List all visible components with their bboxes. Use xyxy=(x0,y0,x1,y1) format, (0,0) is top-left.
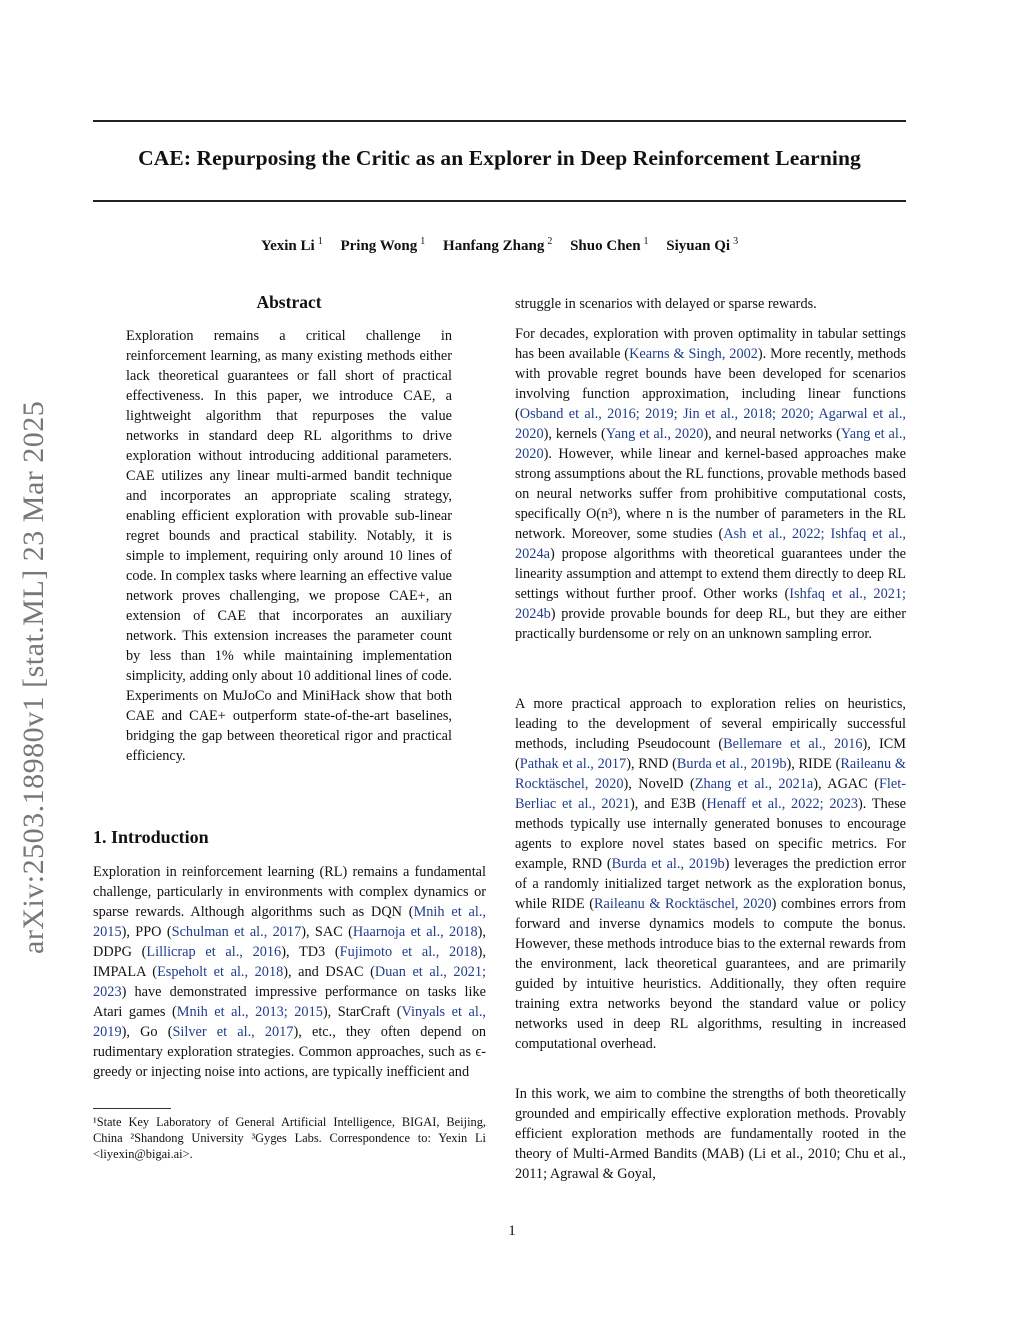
citation-link[interactable]: Burda et al., 2019b xyxy=(611,856,725,872)
citation-link[interactable]: Zhang et al., 2021a xyxy=(694,776,814,792)
citation-link[interactable]: Lillicrap et al., 2016 xyxy=(146,944,282,960)
paper-title: CAE: Repurposing the Critic as an Explorer in Deep Reinforcement Learning xyxy=(138,146,861,170)
paragraph-text: A more practical approach to exploration relies on heuristics, leading to the development of several empirically successful methods, including Pseudocount (Bellemare et al., 2016), ICM (Pathak et al., 2017), RND (Burda et al., 2019b), RIDE (Raileanu & Rocktäschel, 2020), NovelD (Zhang et al., 2021a), AGAC (Flet-Berliac et al., 2021), and E3B (Henaff et al., 2022; 2023). These methods typically use internally generated bonuses to encourage agents to explore novel states based on specific metrics. For example, RND (Burda et al., 2019b) leverages the prediction error of a randomly initialized target network as the exploration bonus, while RIDE (Raileanu & Rocktäschel, 2020) combines errors from forward and inverse dynamics models to compute the bonus. However, these methods introduce bias to the external rewards from the environment, lack theoretical guarantees, and are primarily guided by intuitive heuristics. Additionally, they often require training extra networks beyond the standard value or policy networks used in deep RL algorithms, resulting in increased computational overhead. xyxy=(515,696,907,1052)
citation-link[interactable]: Silver et al., 2017 xyxy=(172,1024,294,1040)
citation-link[interactable]: Pathak et al., 2017 xyxy=(519,756,627,772)
abstract-text: Exploration remains a critical challenge in reinforcement learning, as many existing methods either lack theoretical guarantees or fall short of practical effectiveness. In this paper, we introduce CAE, a lightweight algorithm that repurposes the value networks in standard deep RL algorithms to drive exploration without introducing additional parameters. CAE utilizes any linear multi-armed bandit technique and incorporates an appropriate scaling strategy, enabling efficient exploration with provable sub-linear regret bounds and practical stability. Notably, it is simple to implement, requiring only around 10 lines of code. In complex tasks where learning an effective value network proves challenging, we propose CAE+, an extension of CAE that incorporates an auxiliary network. This extension increases the parameter count by less than 1% while maintaining implementation simplicity, adding only about 10 additional lines of code. Experiments on MuJoCo and MiniHack show that both CAE and CAE+ outperform state-of-the-art baselines, bridging the gap between theoretical rigor and practical efficiency. xyxy=(126,328,452,764)
citation-link[interactable]: Flet-Berliac et al., 2021 xyxy=(515,776,906,812)
arxiv-identifier: arXiv:2503.18980v1 [stat.ML] 23 Mar 2025 xyxy=(17,400,50,954)
citation-link[interactable]: Yang et al., 2020 xyxy=(515,426,907,462)
right-column-paragraph xyxy=(515,1084,906,1184)
author-name: Pring Wong xyxy=(340,238,418,254)
citation-link[interactable]: Yang et al., 2020 xyxy=(605,426,704,442)
author-list xyxy=(93,236,906,255)
affiliation-footnote: ¹State Key Laboratory of General Artificial Intelligence, BIGAI, Beijing, China ²Shandong University ³Gyges Labs. Correspondence to: Yexin Li <liyexin@bigai.ai>. xyxy=(93,1115,486,1161)
paragraph-text: For decades, exploration with proven optimality in tabular settings has been available (Kearns & Singh, 2002). More recently, methods with provable regret bounds have been developed for scenarios involving function approximation, including linear functions (Osband et al., 2016; 2019; Jin et al., 2018; 2020; Agarwal et al., 2020), kernels (Yang et al., 2020), and neural networks (Yang et al., 2020). However, while linear and kernel-based approaches make strong assumptions about the RL functions, provable methods based on neural networks suffer from prohibitive computational costs, specifically O(n³), where n is the number of parameters in the RL network. Moreover, some studies (Ash et al., 2022; Ishfaq et al., 2024a) propose algorithms with theoretical guarantees under the linearity assumption and attempt to extend them directly to deep RL settings without further proof. Other works (Ishfaq et al., 2021; 2024b) provide provable bounds for deep RL, but they are either practically burdensome or rely on an unknown sampling error. xyxy=(515,326,907,642)
citation-link[interactable]: Burda et al., 2019b xyxy=(676,756,787,772)
citation-link[interactable]: Henaff et al., 2022; 2023 xyxy=(706,796,858,812)
page-number: 1 xyxy=(508,1223,516,1239)
citation-link[interactable]: Duan et al., 2021; 2023 xyxy=(93,964,486,1000)
title-top-rule xyxy=(93,120,906,122)
citation-link[interactable]: Bellemare et al., 2016 xyxy=(723,736,863,752)
author xyxy=(443,238,552,254)
author xyxy=(570,238,648,254)
title-bottom-rule xyxy=(93,200,906,202)
citation-link[interactable]: Vinyals et al., 2019 xyxy=(93,1004,486,1040)
right-column-paragraph xyxy=(515,324,906,644)
author-affiliation: 1 xyxy=(420,236,426,247)
citation-link[interactable]: Raileanu & Rocktäschel, 2020 xyxy=(515,756,907,792)
author-affiliation: 1 xyxy=(643,236,649,247)
paragraph-text: In this work, we aim to combine the strengths of both theoretically grounded and empirically effective exploration methods. Provably efficient exploration methods are fundamentally rooted in the theory of Multi-Armed Bandits (MAB) (Li et al., 2010; Chu et al., 2011; Agrawal & Goyal, xyxy=(515,1086,906,1182)
citation-link[interactable]: Fujimoto et al., 2018 xyxy=(339,944,478,960)
citation-link[interactable]: Haarnoja et al., 2018 xyxy=(352,924,478,940)
citation-link[interactable]: Schulman et al., 2017 xyxy=(171,924,302,940)
footnote-rule xyxy=(93,1108,171,1109)
author xyxy=(340,238,425,254)
citation-link[interactable]: Ishfaq et al., 2021; 2024b xyxy=(515,586,906,622)
citation-link[interactable]: Espeholt et al., 2018 xyxy=(157,964,284,980)
paragraph-text: struggle in scenarios with delayed or sparse rewards. xyxy=(515,296,817,312)
author-affiliation: 1 xyxy=(317,236,323,247)
author-name: Shuo Chen xyxy=(570,238,641,254)
citation-link[interactable]: Ash et al., 2022; Ishfaq et al., 2024a xyxy=(515,526,906,562)
section-heading-introduction: 1. Introduction xyxy=(93,827,209,847)
author-name: Siyuan Qi xyxy=(666,238,731,254)
author xyxy=(261,238,323,254)
citation-link[interactable]: Osband et al., 2016; 2019; Jin et al., 2018; 2020; Agarwal et al., 2020 xyxy=(515,406,906,442)
right-column-paragraph xyxy=(515,694,906,1054)
citation-link[interactable]: Kearns & Singh, 2002 xyxy=(629,346,758,362)
abstract-heading: Abstract xyxy=(256,292,322,312)
author xyxy=(666,238,738,254)
author-name: Hanfang Zhang xyxy=(443,238,545,254)
author-affiliation: 2 xyxy=(547,236,553,247)
citation-link[interactable]: Raileanu & Rocktäschel, 2020 xyxy=(594,896,772,912)
author-affiliation: 3 xyxy=(733,236,739,247)
author-name: Yexin Li xyxy=(260,238,315,254)
right-column-paragraph xyxy=(515,294,906,314)
citation-link[interactable]: Mnih et al., 2013; 2015 xyxy=(176,1004,323,1020)
introduction-paragraph: Exploration in reinforcement learning (RL) remains a fundamental challenge, particularly in environments with complex dynamics or sparse rewards. Although algorithms such as DQN (Mnih et al., 2015), PPO (Schulman et al., 2017), SAC (Haarnoja et al., 2018), DDPG (Lillicrap et al., 2016), TD3 (Fujimoto et al., 2018), IMPALA (Espeholt et al., 2018), and DSAC (Duan et al., 2021; 2023) have demonstrated impressive performance on tasks like Atari games (Mnih et al., 2013; 2015), StarCraft (Vinyals et al., 2019), Go (Silver et al., 2017), etc., they often depend on rudimentary exploration strategies. Common approaches, such as ϵ-greedy or injecting noise into actions, are typically inefficient and xyxy=(93,864,486,1080)
citation-link[interactable]: Mnih et al., 2015 xyxy=(93,904,486,940)
